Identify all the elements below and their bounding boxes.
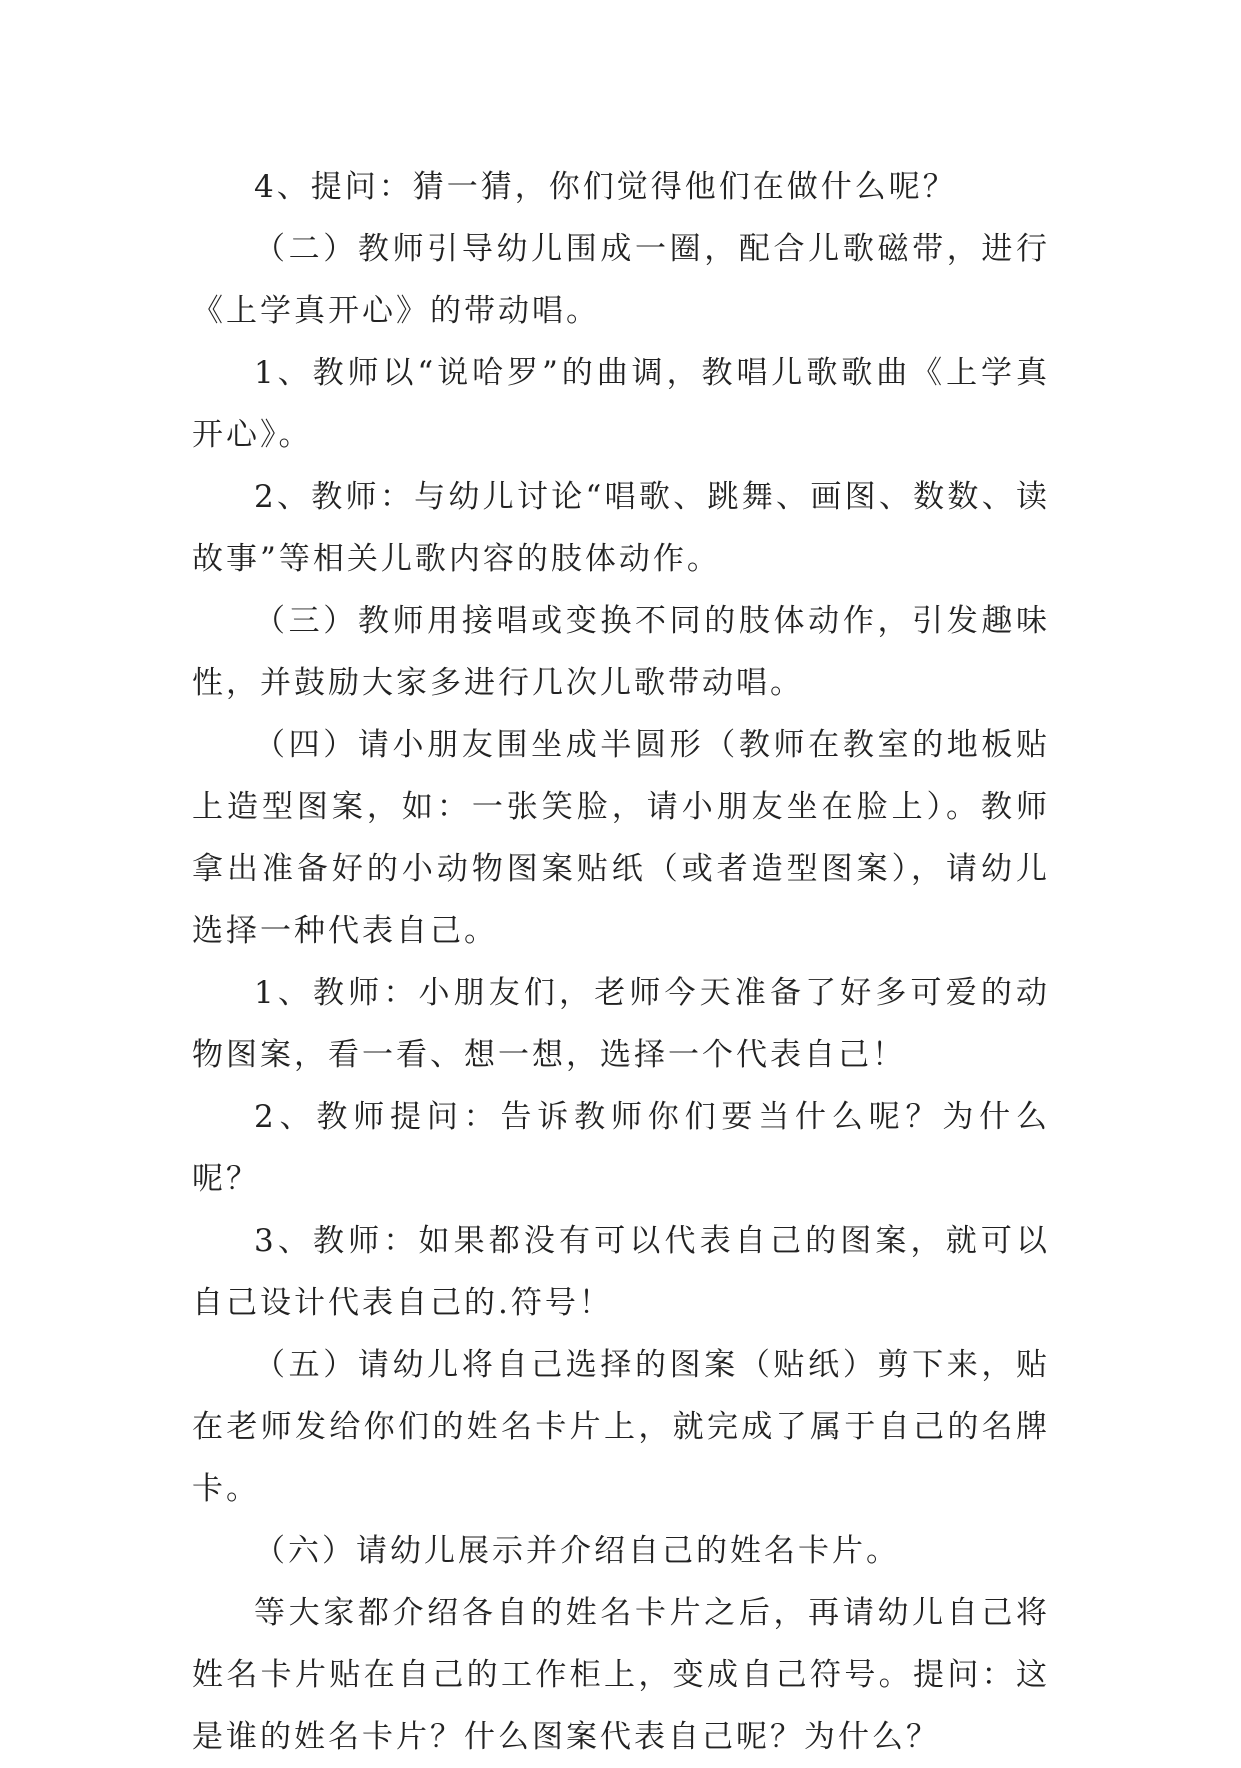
paragraph-step-3: （三）教师用接唱或变换不同的肢体动作，引发趣味性，并鼓励大家多进行几次儿歌带动唱。	[192, 603, 1050, 701]
paragraph-step-6: （六）请幼儿展示并介绍自己的姓名卡片。	[254, 1533, 900, 1569]
paragraph-closing: 等大家都介绍各自的姓名卡片之后，再请幼儿自己将姓名卡片贴在自己的工作柜上，变成自己符号。提问：这是谁的姓名卡片？什么图案代表自己呢？为什么？	[192, 1595, 1050, 1755]
paragraph-step-5: （五）请幼儿将自己选择的图案（贴纸）剪下来，贴在老师发给你们的姓名卡片上，就完成了属于自己的名牌卡。	[192, 1347, 1050, 1507]
paragraph-question-4: 4、提问：猜一猜，你们觉得他们在做什么呢？	[254, 169, 957, 205]
paragraph-step-4-item-1: 1、教师：小朋友们，老师今天准备了好多可爱的动物图案，看一看、想一想，选择一个代表自己！	[192, 975, 1050, 1073]
body-text	[192, 156, 1050, 1768]
paragraph-step-4-item-3: 3、教师：如果都没有可以代表自己的图案，就可以自己设计代表自己的.符号！	[192, 1223, 1050, 1321]
paragraph-step-2-item-2: 2、教师：与幼儿讨论“唱歌、跳舞、画图、数数、读故事”等相关儿歌内容的肢体动作。	[192, 479, 1050, 577]
paragraph-step-2: （二）教师引导幼儿围成一圈，配合儿歌磁带，进行《上学真开心》的带动唱。	[192, 231, 1050, 329]
paragraph-step-4-item-2: 2、教师提问：告诉教师你们要当什么呢？为什么呢？	[192, 1099, 1050, 1197]
paragraph-step-4: （四）请小朋友围坐成半圆形（教师在教室的地板贴上造型图案，如：一张笑脸，请小朋友坐在脸上）。教师拿出准备好的小动物图案贴纸（或者造型图案），请幼儿选择一种代表自己。	[192, 727, 1050, 949]
paragraph-step-2-item-1: 1、教师以“说哈罗”的曲调，教唱儿歌歌曲《上学真开心》。	[192, 355, 1050, 453]
